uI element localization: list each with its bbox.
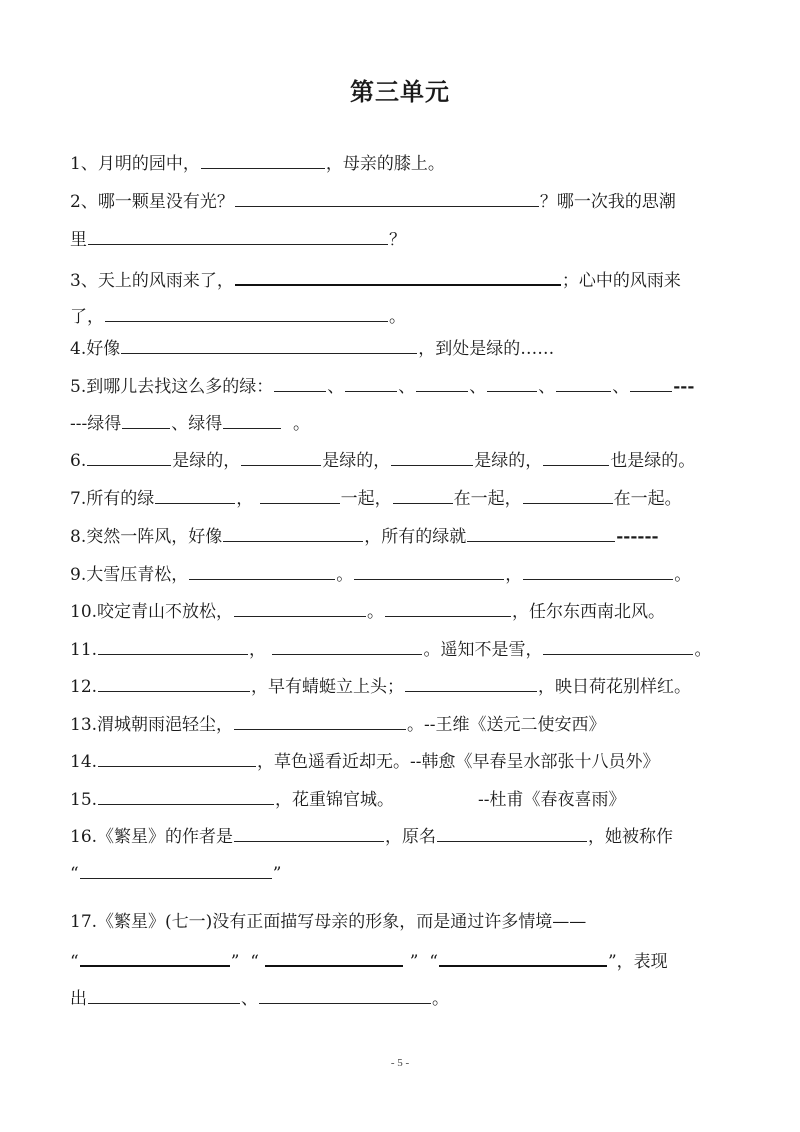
q14-text-b: ，草色遥看近却无。--韩愈《早春呈水部张十八员外》: [257, 752, 660, 772]
q11-text-c: 。遥知不是雪，: [423, 640, 543, 660]
question-15: [70, 786, 730, 812]
q2-text-d: ？: [389, 230, 406, 250]
q5-sep: 、: [612, 377, 630, 397]
q3-blank-2[interactable]: [105, 303, 388, 322]
q11-text-a: 11.: [70, 640, 98, 660]
q17-text-i: 。: [432, 989, 449, 1009]
q1-text-a: 1、月明的园中，: [70, 154, 200, 174]
q8-text-a: 8.突然一阵风，好像: [70, 527, 223, 547]
q5-blank-3[interactable]: [416, 373, 468, 392]
q10-text-a: 10.咬定青山不放松，: [70, 602, 234, 622]
q4-text-b: ，到处是绿的……: [418, 339, 555, 359]
q16-text-c: ，她被称作: [588, 827, 674, 847]
q16-text-b: ，原名: [385, 827, 437, 847]
q6-blank-3[interactable]: [391, 447, 473, 466]
q17-blank-4[interactable]: [88, 985, 240, 1004]
q16-blank-2[interactable]: [437, 823, 587, 842]
q11-blank-3[interactable]: [543, 636, 693, 655]
q12-text-a: 12.: [70, 677, 98, 697]
question-17-cont: [70, 947, 730, 974]
q6-text-a: 6.: [70, 451, 87, 471]
q17-text-h: 、: [241, 989, 258, 1009]
q12-blank-1[interactable]: [98, 673, 250, 692]
question-14: [70, 748, 730, 774]
question-16-cont: [70, 860, 730, 886]
question-3: [70, 266, 730, 293]
q16-close-quote: ”: [272, 864, 282, 884]
q10-blank-2[interactable]: [385, 598, 511, 617]
q17-quote-open-2: “: [250, 952, 259, 972]
q2-blank-2[interactable]: [88, 226, 388, 245]
q5-text-a: 5.到哪儿去找这么多的绿：: [70, 377, 274, 397]
q8-blank-1[interactable]: [223, 523, 363, 542]
q6-text-b: 是绿的，: [172, 451, 241, 471]
q16-blank-3[interactable]: [80, 860, 272, 879]
question-10: [70, 598, 730, 624]
q11-text-d: 。: [694, 640, 712, 660]
q6-text-c: 是绿的，: [322, 451, 391, 471]
q3-text-d: 。: [389, 307, 406, 327]
q17-text-g: 出: [70, 989, 87, 1009]
q15-text-a: 15.: [70, 790, 98, 810]
question-17-cont-2: [70, 985, 730, 1011]
q17-quote-open-3: “: [429, 952, 438, 972]
q5-text-d: 、绿得: [171, 414, 223, 434]
q10-text-b: 。: [367, 602, 385, 622]
q17-quote-close-1: ”: [230, 952, 240, 972]
q7-blank-2[interactable]: [260, 485, 340, 504]
q5-sep: 、: [327, 377, 345, 397]
q12-text-b: ，早有蜻蜓立上头；: [251, 677, 405, 697]
q6-blank-1[interactable]: [87, 447, 171, 466]
q14-text-a: 14.: [70, 752, 98, 772]
question-11: [70, 636, 730, 662]
q9-text-c: ，: [505, 565, 523, 585]
q11-text-b: ，: [249, 640, 267, 660]
q11-blank-1[interactable]: [98, 636, 248, 655]
question-5: [70, 373, 730, 399]
q14-blank-1[interactable]: [98, 748, 256, 767]
question-12: [70, 673, 730, 699]
q5-blank-6[interactable]: [630, 373, 672, 392]
q5-sep: 、: [398, 377, 416, 397]
question-2-cont: [70, 226, 730, 252]
q12-blank-2[interactable]: [405, 673, 537, 692]
q17-blank-1[interactable]: [80, 947, 230, 967]
q8-text-b: ，所有的绿就: [364, 527, 467, 547]
q6-text-d: 是绿的，: [474, 451, 543, 471]
q12-text-c: ，映日荷花别样红。: [538, 677, 692, 697]
q7-text-c: 一起，: [340, 489, 392, 509]
q17-text-a: 17.《繁星》(七一)没有正面描写母亲的形象，而是通过许多情境——: [70, 912, 587, 932]
question-2: [70, 188, 730, 214]
q7-blank-3[interactable]: [393, 485, 453, 504]
q7-text-e: 在一起。: [613, 489, 682, 509]
q6-blank-2[interactable]: [241, 447, 321, 466]
q15-text-b: ，花重锦官城。: [275, 790, 395, 810]
q5-blank-8[interactable]: [223, 410, 281, 429]
q3-blank-1[interactable]: [235, 266, 561, 286]
q13-text-a: 13.渭城朝雨浥轻尘，: [70, 715, 234, 735]
question-6: [70, 447, 730, 473]
q13-blank-1[interactable]: [234, 711, 406, 730]
q9-blank-2[interactable]: [354, 561, 504, 580]
q13-text-b: 。--王维《送元二使安西》: [407, 715, 606, 735]
q5-sep: 、: [538, 377, 556, 397]
page-title: 第三单元: [350, 78, 450, 106]
question-13: [70, 711, 730, 737]
q2-text-c: 里: [70, 230, 87, 250]
q10-text-c: ，任尔东西南北风。: [512, 602, 666, 622]
q5-blank-7[interactable]: [122, 410, 170, 429]
question-9: [70, 561, 730, 587]
q9-text-a: 9.大雪压青松，: [70, 565, 189, 585]
question-5-cont: [70, 410, 730, 436]
q16-open-quote: “: [70, 864, 79, 884]
q10-blank-1[interactable]: [234, 598, 366, 617]
q8-blank-2[interactable]: [467, 523, 615, 542]
q1-text-b: ，母亲的膝上。: [325, 154, 445, 174]
q2-blank-1[interactable]: [235, 188, 539, 207]
q15-attribution: --杜甫《春夜喜雨》: [478, 790, 626, 810]
page-number: - 5 -: [390, 1057, 410, 1069]
q5-blank-1[interactable]: [274, 373, 326, 392]
q7-text-b: ，: [236, 489, 254, 509]
q7-text-d: 在一起，: [453, 489, 522, 509]
q7-blank-4[interactable]: [523, 485, 613, 504]
q16-text-a: 16.《繁星》的作者是: [70, 827, 234, 847]
q17-text-f: ，表现: [616, 952, 668, 972]
q6-blank-4[interactable]: [543, 447, 609, 466]
question-16: [70, 823, 730, 849]
q9-blank-1[interactable]: [189, 561, 335, 580]
q17-blank-5[interactable]: [259, 985, 431, 1004]
q3-text-a: 3、天上的风雨来了，: [70, 271, 234, 291]
q5-text-e: 。: [293, 414, 311, 434]
q1-blank-1[interactable]: [201, 150, 325, 169]
q9-text-b: 。: [336, 565, 354, 585]
q5-blank-4[interactable]: [487, 373, 537, 392]
q2-text-b: ？哪一次我的思潮: [539, 192, 676, 212]
question-8: [70, 523, 730, 549]
q7-blank-1[interactable]: [155, 485, 235, 504]
q17-quote-close-2: ”: [409, 952, 419, 972]
q8-dash: ------: [616, 527, 659, 547]
question-4: [70, 335, 730, 361]
q17-quote-open-1: “: [70, 952, 79, 972]
q5-text-c: ---绿得: [70, 414, 122, 434]
q9-text-d: 。: [674, 565, 692, 585]
q3-text-b: ；心中的风雨来: [561, 271, 681, 291]
q11-blank-2[interactable]: [272, 636, 422, 655]
q17-blank-3[interactable]: [439, 947, 607, 967]
question-17: [70, 910, 730, 934]
q2-text-a: 2、哪一颗星没有光？: [70, 192, 234, 212]
q16-blank-1[interactable]: [234, 823, 384, 842]
q9-blank-3[interactable]: [523, 561, 673, 580]
q5-blank-2[interactable]: [345, 373, 397, 392]
q4-text-a: 4.好像: [70, 339, 121, 359]
q7-text-a: 7.所有的绿: [70, 489, 155, 509]
q6-text-e: 也是绿的。: [610, 451, 696, 471]
q5-dash: ---: [673, 377, 695, 397]
q17-quote-close-3: ”: [607, 952, 617, 972]
q5-sep: 、: [469, 377, 487, 397]
q15-blank-1[interactable]: [98, 786, 274, 805]
q4-blank-1[interactable]: [121, 335, 417, 354]
q3-text-c: 了，: [70, 307, 104, 327]
q5-blank-5[interactable]: [556, 373, 611, 392]
question-7: [70, 485, 730, 511]
question-1: [70, 150, 730, 176]
q17-blank-2[interactable]: [265, 947, 403, 967]
question-3-cont: [70, 303, 730, 329]
